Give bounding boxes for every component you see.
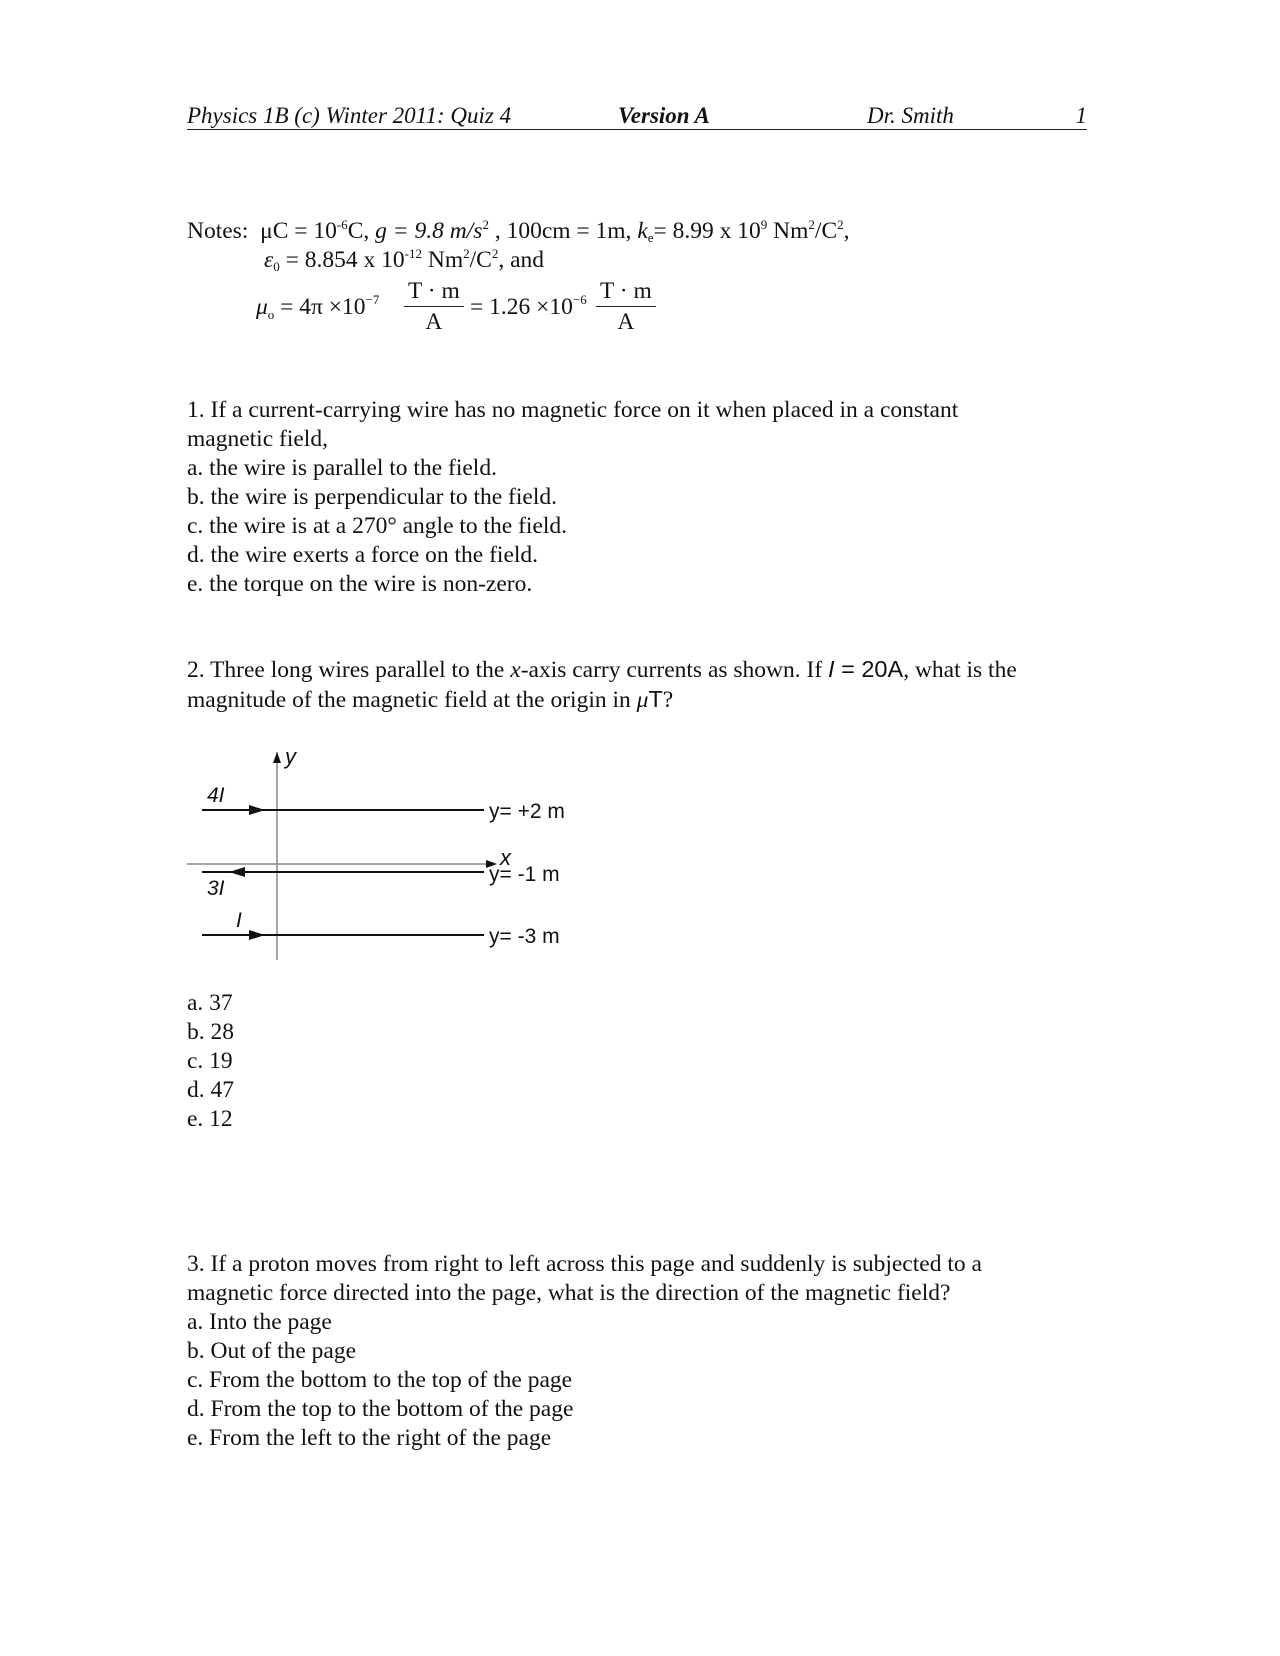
question-1-option-e: e. the torque on the wire is non-zero.	[187, 571, 533, 597]
question-2-option-c: c. 19	[187, 1048, 233, 1074]
wire-position-label: y= -3 m	[489, 925, 560, 948]
unit-fraction-1: $\frac{T \cdot m}{A}$	[404, 276, 464, 337]
question-1-option-c: c. the wire is at a 270° angle to the field.	[187, 513, 568, 539]
question-2-option-e: e. 12	[187, 1106, 233, 1132]
coulomb-constant-def: $k_e= 8.99$ x $10^9$ $Nm^2/C^2$,	[637, 217, 850, 245]
unit-fraction-2: $\frac{T \cdot m}{A}$	[596, 276, 656, 337]
notes-label: Notes:	[187, 218, 249, 244]
wire-position-label: y= +2 m	[489, 800, 565, 823]
quiz-page: Physics 1B (c) Winter 2011: Quiz 4 Version A Dr. Smith 1 Notes: $\mu C = 10^{-6}C$, g = 9.8 $m/s^2$ , 100cm = 1m, $k_e= 8.99$ x $10^9$ $Nm^2/C^2$, $\varepsilon_0 = 8.854$ x $10^{-12}$ $Nm^2/C^2$, and $\mu_o = 4\pi \times 10^{-7}$ $\frac{T \cdot m}{A}$ = $1.26 \times 10^{-6}$ $\frac{T \cdot m}{A}$ 1. If a current-carrying wire has no magnetic force on it when placed in a constant magnetic field, a. the wire is parallel to the field. b. the wire is perpendicular to the field. c. the wire is at a 270° angle to the field. d. the wire exerts a force on the field. e. the torque on the wire is non-zero. 2. Three long wires parallel to the x-axis carry currents as shown. If I = 20A, what is the magnitude of the magnetic field at the origin in μT? y x 4I y= +2 m 3I y= -1 m I y= -3 m a. 37 b. 28 c. 19 d. 47 e. 12 3. If a proton moves from right to left across this page and suddenly is subjected to a magnetic force directed into the page, what is the direction of the magnetic field? a. Into the page b. Out of the page c. From the bottom to the top of the page d. From the top to the bottom of the page e. From the left to the right of the page	[187, 103, 1087, 1451]
question-2	[187, 655, 1017, 715]
page-number: 1	[1075, 103, 1087, 128]
y-axis-label: y	[285, 744, 296, 769]
notes-line-2	[187, 246, 850, 275]
question-1-stem-cont: magnetic field,	[187, 426, 328, 452]
wire-position-label: y= -1 m	[489, 863, 560, 886]
question-3-stem-cont: magnetic force directed into the page, what is the direction of the magnetic field?	[187, 1280, 951, 1306]
y-axis-arrow-icon	[273, 752, 281, 763]
question-2-option-a: a. 37	[187, 990, 233, 1016]
permittivity-def: $\varepsilon_0 = 8.854$ x $10^{-12}$ $Nm^2/C^2$, and	[264, 246, 545, 274]
question-2-stem-cont: magnitude of the magnetic field at the origin in μT?	[187, 686, 674, 713]
version-label: Version A	[618, 103, 710, 128]
notes-line-1	[187, 217, 850, 246]
question-3-stem: 3. If a proton moves from right to left across this page and suddenly is subjected to a	[187, 1251, 982, 1277]
current-arrow-left-icon	[229, 867, 245, 877]
wire-diagram	[187, 738, 587, 968]
question-1	[187, 396, 958, 599]
question-2-stem: 2. Three long wires parallel to the x-axis carry currents as shown. If I = 20A, what is the	[187, 656, 1017, 683]
question-3-option-b: b. Out of the page	[187, 1338, 357, 1364]
question-2-option-b: b. 28	[187, 1019, 234, 1045]
wire-current-label: 3I	[207, 877, 225, 900]
question-2-options	[187, 989, 234, 1134]
question-3-option-c: c. From the bottom to the top of the page	[187, 1367, 573, 1393]
course-title: Physics 1B (c) Winter 2011: Quiz 4	[187, 103, 512, 128]
question-3	[187, 1250, 982, 1453]
instructor-name: Dr. Smith	[867, 103, 954, 128]
gravity-def: g = 9.8 $m/s^2$ , 100cm = 1m,	[375, 217, 638, 244]
question-1-option-b: b. the wire is perpendicular to the field.	[187, 484, 557, 510]
question-1-option-a: a. the wire is parallel to the field.	[187, 455, 497, 481]
page-header	[187, 103, 1087, 130]
current-arrow-right-icon	[249, 930, 265, 940]
current-arrow-right-icon	[249, 805, 265, 815]
question-2-option-d: d. 47	[187, 1077, 234, 1103]
question-1-option-d: d. the wire exerts a force on the field.	[187, 542, 539, 568]
question-3-option-e: e. From the left to the right of the page	[187, 1425, 552, 1451]
question-1-stem: 1. If a current-carrying wire has no magnetic force on it when placed in a constant	[187, 397, 959, 423]
x-axis-label: x	[500, 845, 511, 870]
question-3-option-a: a. Into the page	[187, 1309, 332, 1335]
question-3-option-d: d. From the top to the bottom of the page	[187, 1396, 574, 1422]
wire-current-label: 4I	[207, 784, 225, 807]
notes-block	[187, 217, 850, 275]
microcoulomb-def: $\mu C = 10^{-6}C$,	[260, 217, 376, 244]
wire-current-label: I	[236, 909, 242, 932]
